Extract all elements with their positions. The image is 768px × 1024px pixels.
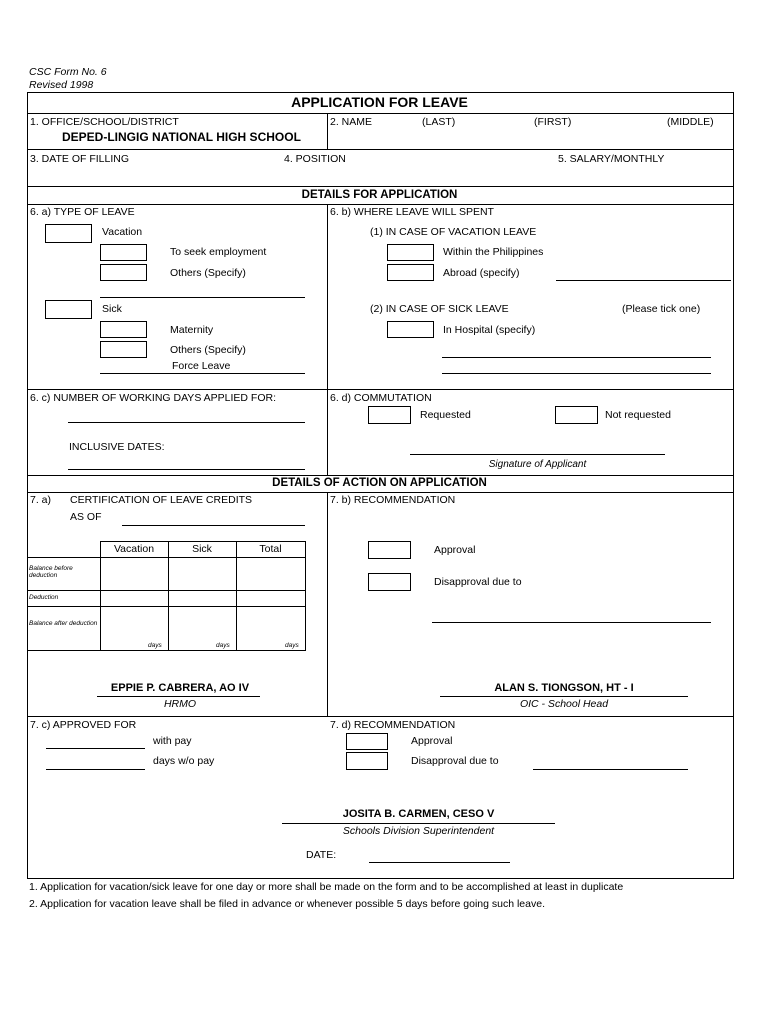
sick-label: Sick <box>102 303 122 315</box>
leave-credits-table <box>27 541 305 650</box>
requested-label: Requested <box>420 409 471 421</box>
applicant-signature-line[interactable] <box>410 454 665 455</box>
office-label: 1. OFFICE/SCHOOL/DISTRICT <box>30 116 179 128</box>
with-pay-line[interactable] <box>46 748 145 749</box>
row-balance-before: Balance before deduction <box>29 565 73 579</box>
divider <box>327 113 328 149</box>
days-unit: days <box>148 642 162 649</box>
col-total-header: Total <box>259 543 282 555</box>
not-requested-label: Not requested <box>605 409 671 421</box>
note-1: 1. Application for vacation/sick leave for one day or more shall be made on the form and to be accomplished at least in duplicate <box>29 881 624 893</box>
disapproval-label: Disapproval due to <box>434 576 522 588</box>
applicant-signature-caption: Signature of Applicant <box>488 459 587 470</box>
middle-name-label: (MIDDLE) <box>667 116 714 128</box>
approval-label: Approval <box>434 544 476 556</box>
as-of-label: AS OF <box>70 511 102 523</box>
school-head-name: ALAN S. TIONGSON, HT - I <box>494 682 634 694</box>
divider <box>27 492 733 493</box>
office-value: DEPED-LINGIG NATIONAL HIGH SCHOOL <box>62 130 301 144</box>
vacation-others-checkbox[interactable] <box>100 264 147 281</box>
vacation-checkbox[interactable] <box>45 224 92 243</box>
sick-others-label: Others (Specify) <box>170 344 246 356</box>
disapproval-checkbox[interactable] <box>368 573 411 591</box>
abroad-specify-line[interactable] <box>556 280 731 281</box>
date-line[interactable] <box>369 862 510 863</box>
name-label: 2. NAME <box>330 116 373 128</box>
in-hospital-label: In Hospital (specify) <box>443 324 536 336</box>
disapproval-d-checkbox[interactable] <box>346 752 388 770</box>
divider <box>27 475 733 476</box>
hrmo-signature-line <box>97 696 260 697</box>
where-spent-label: 6. b) WHERE LEAVE WILL SPENT <box>330 206 494 218</box>
working-days-line[interactable] <box>68 422 305 423</box>
sds-title: Schools Division Superintendent <box>342 825 495 837</box>
vacation-label: Vacation <box>102 226 143 238</box>
inclusive-dates-label: INCLUSIVE DATES: <box>69 441 165 453</box>
vacation-case-label: (1) IN CASE OF VACATION LEAVE <box>370 226 537 238</box>
sick-checkbox[interactable] <box>45 300 92 319</box>
within-philippines-label: Within the Philippines <box>443 246 544 258</box>
seek-employment-checkbox[interactable] <box>100 244 147 261</box>
divider <box>327 492 328 716</box>
col-vacation-header: Vacation <box>113 543 155 555</box>
position-label: 4. POSITION <box>284 153 346 165</box>
in-hospital-line[interactable] <box>442 357 711 358</box>
school-head-signature-line <box>440 696 688 697</box>
salary-label: 5. SALARY/MONTHLY <box>558 153 665 165</box>
as-of-line[interactable] <box>122 525 305 526</box>
abroad-label: Abroad (specify) <box>443 267 520 279</box>
disapproval-reason-line[interactable] <box>432 622 711 623</box>
recommendation-label: 7. b) RECOMMENDATION <box>330 494 456 506</box>
divider <box>27 716 733 717</box>
sds-name: JOSITA B. CARMEN, CESO V <box>342 808 495 820</box>
maternity-checkbox[interactable] <box>100 321 147 338</box>
col-sick-header: Sick <box>192 543 212 555</box>
divider <box>27 186 733 187</box>
sick-case-label: (2) IN CASE OF SICK LEAVE <box>370 303 509 315</box>
divider <box>327 204 328 475</box>
seek-employment-label: To seek employment <box>170 246 267 258</box>
vacation-others-line[interactable] <box>100 297 305 298</box>
inclusive-dates-line[interactable] <box>68 469 305 470</box>
last-name-label: (LAST) <box>422 116 456 128</box>
recommendation-d-label: 7. d) RECOMMENDATION <box>330 719 456 731</box>
days-unit: days <box>285 642 299 649</box>
disapproval-d-reason-line[interactable] <box>533 769 688 770</box>
approval-d-checkbox[interactable] <box>346 733 388 750</box>
row-balance-after: Balance after deduction <box>29 620 98 627</box>
abroad-checkbox[interactable] <box>387 264 434 281</box>
without-pay-line[interactable] <box>46 769 145 770</box>
type-of-leave-label: 6. a) TYPE OF LEAVE <box>30 206 135 218</box>
divider <box>27 204 733 205</box>
commutation-label: 6. d) COMMUTATION <box>330 392 432 404</box>
please-tick-note: (Please tick one) <box>622 303 701 315</box>
sds-signature-line <box>282 823 555 824</box>
date-label: DATE: <box>306 849 337 861</box>
certification-label: CERTIFICATION OF LEAVE CREDITS <box>70 494 253 506</box>
row-deduction: Deduction <box>29 594 59 601</box>
requested-checkbox[interactable] <box>368 406 411 424</box>
first-name-label: (FIRST) <box>534 116 572 128</box>
approval-d-label: Approval <box>411 735 453 747</box>
school-head-title: OIC - School Head <box>519 698 609 710</box>
divider <box>27 389 733 390</box>
in-hospital-checkbox[interactable] <box>387 321 434 338</box>
disapproval-d-label: Disapproval due to <box>411 755 499 767</box>
details-for-application-heading: DETAILS FOR APPLICATION <box>301 189 458 201</box>
hrmo-title: HRMO <box>163 698 197 710</box>
approval-checkbox[interactable] <box>368 541 411 559</box>
vacation-others-label: Others (Specify) <box>170 267 246 279</box>
sick-others-line[interactable] <box>100 373 305 374</box>
date-of-filling-label: 3. DATE OF FILLING <box>30 153 129 165</box>
divider <box>27 149 733 150</box>
form-revision: Revised 1998 <box>29 79 94 91</box>
maternity-label: Maternity <box>170 324 214 336</box>
note-2: 2. Application for vacation leave shall be filed in advance or whenever possible 5 days before going such leave. <box>29 898 545 910</box>
in-hospital-line-2[interactable] <box>442 373 711 374</box>
force-leave-label: Force Leave <box>172 360 231 372</box>
without-pay-label: days w/o pay <box>153 755 215 767</box>
approved-for-label: 7. c) APPROVED FOR <box>30 719 137 731</box>
sick-others-checkbox[interactable] <box>100 341 147 358</box>
form-title: APPLICATION FOR LEAVE <box>291 94 468 110</box>
within-philippines-checkbox[interactable] <box>387 244 434 261</box>
divider <box>27 113 733 114</box>
certification-number: 7. a) <box>30 494 52 506</box>
with-pay-label: with pay <box>153 735 192 747</box>
form-number: CSC Form No. 6 <box>29 66 107 78</box>
not-requested-checkbox[interactable] <box>555 406 598 424</box>
details-of-action-heading: DETAILS OF ACTION ON APPLICATION <box>272 477 487 489</box>
days-unit: days <box>216 642 230 649</box>
hrmo-name: EPPIE P. CABRERA, AO IV <box>110 682 250 694</box>
working-days-label: 6. c) NUMBER OF WORKING DAYS APPLIED FOR: <box>30 392 277 404</box>
